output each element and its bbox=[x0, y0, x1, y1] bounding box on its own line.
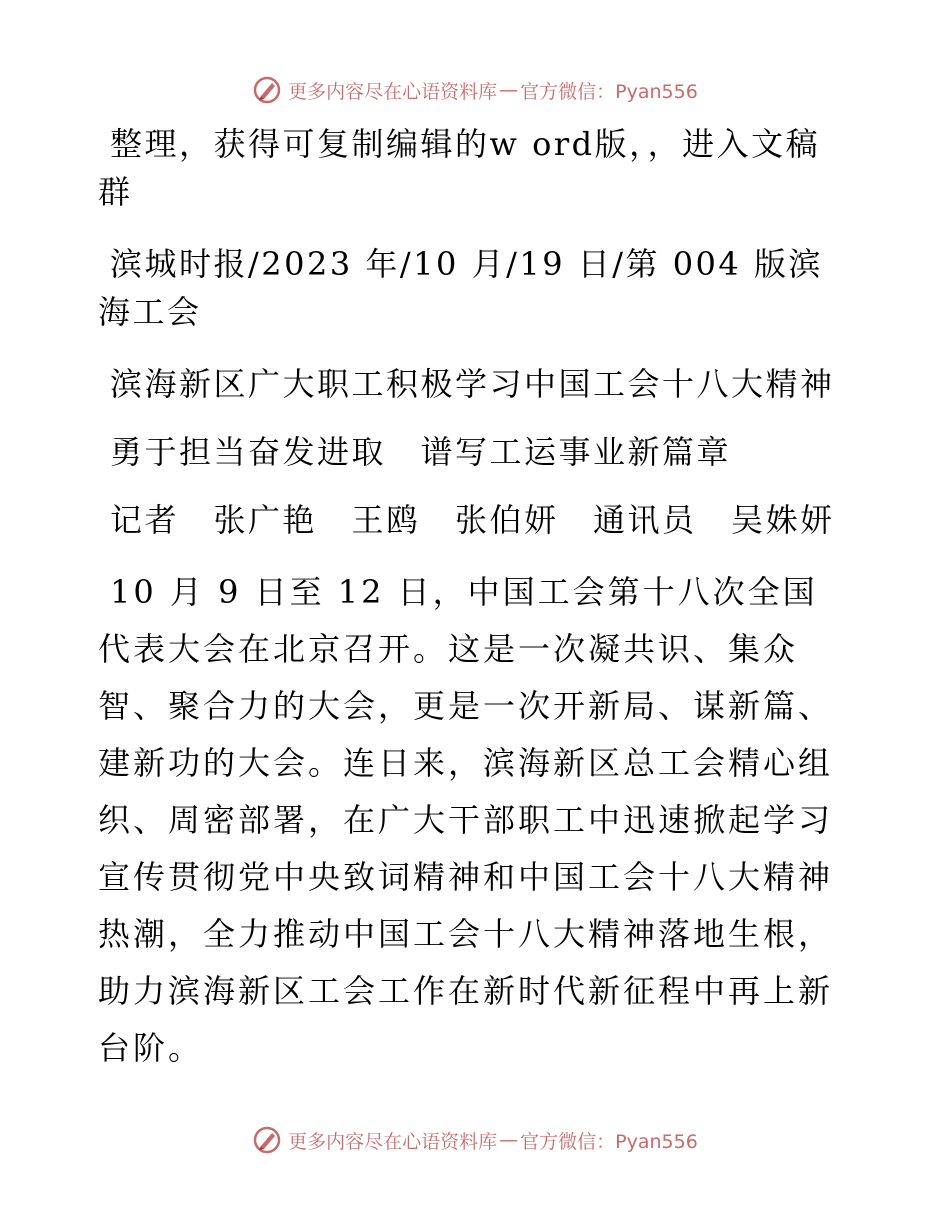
banner-separator: — bbox=[499, 1129, 519, 1151]
banner-official-text: 官方微信：Pyan556 bbox=[520, 80, 698, 103]
banner-official-text: 官方微信：Pyan556 bbox=[520, 1130, 698, 1153]
document-body bbox=[98, 120, 850, 1101]
article-paragraph: 10 月 9 日至 12 日，中国工会第十八次全国代表大会在北京召开。这是一次凝共识、集众智、聚合力的大会，更是一次开新局、谋新篇、建新功的大会。连日来，滨海新区总工会精心组织、周密部署，在广大干部职工中迅速掀起学习宣传贯彻党中央致词精神和中国工会十八大精神热潮，全力推动中国工会十八大精神落地生根，助力滨海新区工会工作在新时代新征程中再上新台阶。 bbox=[98, 573, 834, 1067]
source-line: 滨城时报/2023 年/10 月/19 日/第 004 版滨海工会 bbox=[98, 245, 823, 331]
pen-logo-icon bbox=[252, 1125, 282, 1155]
article-subtitle: 滨海新区广大职工积极学习中国工会十八大精神 bbox=[110, 365, 835, 403]
intro-note: 整理，获得可复制编辑的w ord版，，进入文稿群 bbox=[98, 125, 821, 211]
article-title: 勇于担当奋发进取 谱写工运事业新篇章 bbox=[110, 433, 732, 471]
banner-separator: — bbox=[499, 79, 519, 101]
footer-banner bbox=[0, 1120, 950, 1160]
banner-main-text: 更多内容尽在心语资料库 bbox=[288, 1130, 498, 1153]
header-banner bbox=[0, 70, 950, 110]
byline: 记者 张广艳 王鸥 张伯妍 通讯员 吴姝妍 bbox=[110, 501, 835, 539]
banner-main-text: 更多内容尽在心语资料库 bbox=[288, 80, 498, 103]
pen-logo-icon bbox=[252, 75, 282, 105]
